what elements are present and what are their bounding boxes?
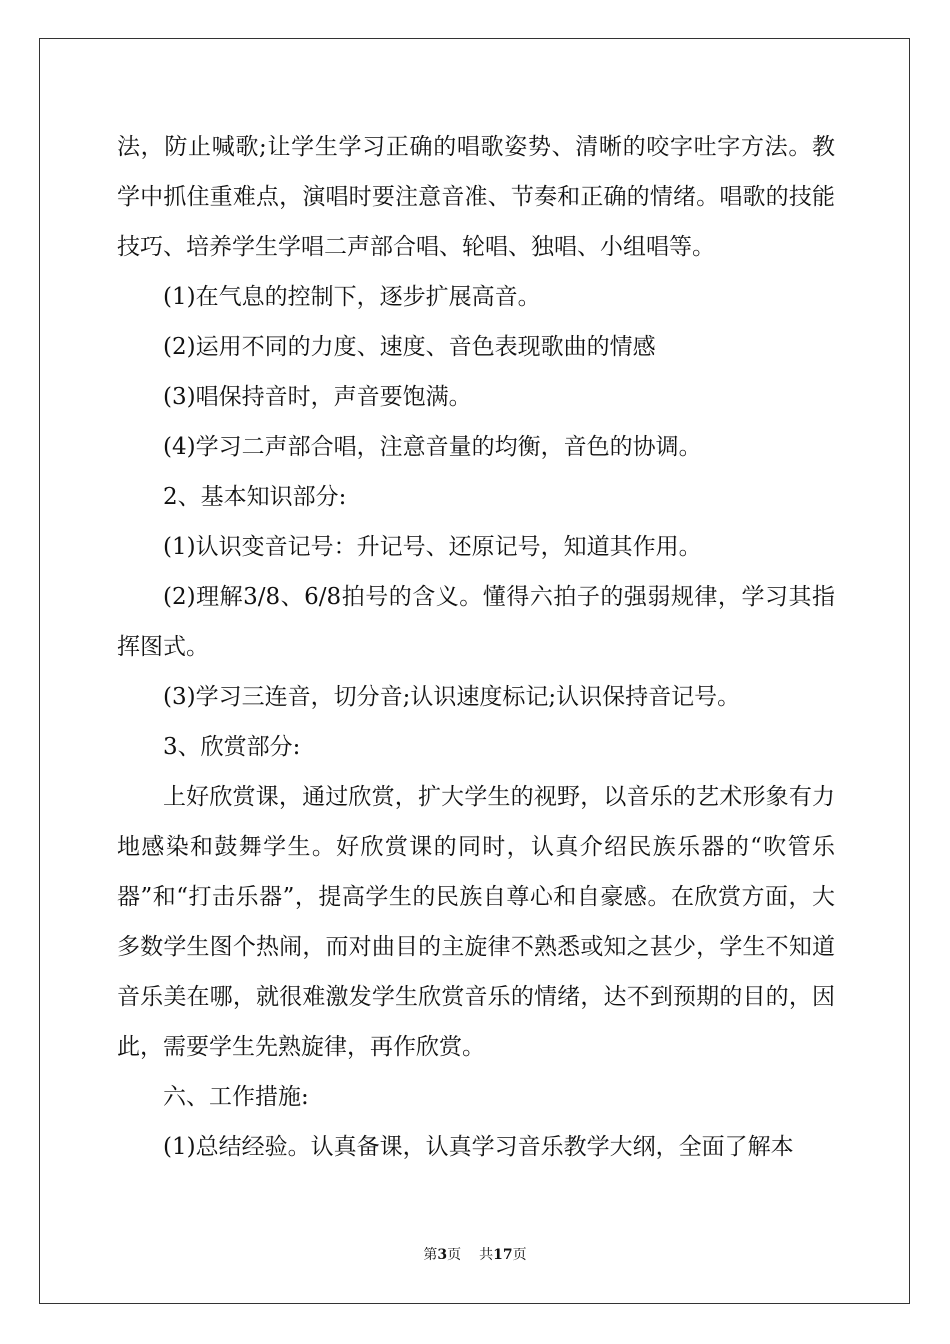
paragraph-7: (1)认识变音记号：升记号、还原记号，知道其作用。	[163, 534, 702, 560]
paragraph-4: (3)唱保持音时，声音要饱满。	[163, 384, 472, 410]
footer-total-prefix: 共	[479, 1247, 494, 1263]
page-footer	[0, 1244, 950, 1264]
section-heading-appreciation: 3、欣赏部分:	[163, 734, 301, 760]
footer-page-prefix: 第	[423, 1247, 438, 1263]
paragraph-2: (1)在气息的控制下，逐步扩展高音。	[163, 284, 541, 310]
paragraph-9: (3)学习三连音，切分音;认识速度标记;认识保持音记号。	[163, 684, 741, 710]
paragraph-1: 法，防止喊歌;让学生学习正确的唱歌姿势、清晰的咬字吐字方法。教学中抓住重难点，演唱时要注意音准、节奏和正确的情绪。唱歌的技能技巧、培养学生学唱二声部合唱、轮唱、独唱、小组唱等。	[117, 134, 835, 260]
paragraph-8: (2)理解3/8、6/8拍号的含义。懂得六拍子的强弱规律，学习其指挥图式。	[117, 584, 835, 660]
paragraph-3: (2)运用不同的力度、速度、音色表现歌曲的情感	[163, 334, 656, 360]
paragraph-11: 上好欣赏课，通过欣赏，扩大学生的视野，以音乐的艺术形象有力地感染和鼓舞学生。好欣赏课的同时，认真介绍民族乐器的“吹管乐器”和“打击乐器”，提高学生的民族自尊心和自豪感。在欣赏方面，大多数学生图个热闹，而对曲目的主旋律不熟悉或知之甚少，学生不知道音乐美在哪，就很难激发学生欣赏音乐的情绪，达不到预期的目的，因此，需要学生先熟旋律，再作欣赏。	[117, 784, 835, 1060]
footer-total-suffix: 页	[512, 1247, 527, 1263]
footer-total-number: 17	[493, 1247, 513, 1263]
section-heading-basic-knowledge: 2、基本知识部分:	[163, 484, 347, 510]
footer-page-number: 3	[437, 1247, 448, 1263]
paragraph-5: (4)学习二声部合唱，注意音量的均衡，音色的协调。	[163, 434, 702, 460]
document-body	[117, 122, 835, 1172]
section-heading-work-measures: 六、工作措施:	[163, 1084, 309, 1110]
paragraph-13: (1)总结经验。认真备课，认真学习音乐教学大纲，全面了解本	[163, 1134, 794, 1160]
footer-page-suffix: 页	[447, 1247, 462, 1263]
